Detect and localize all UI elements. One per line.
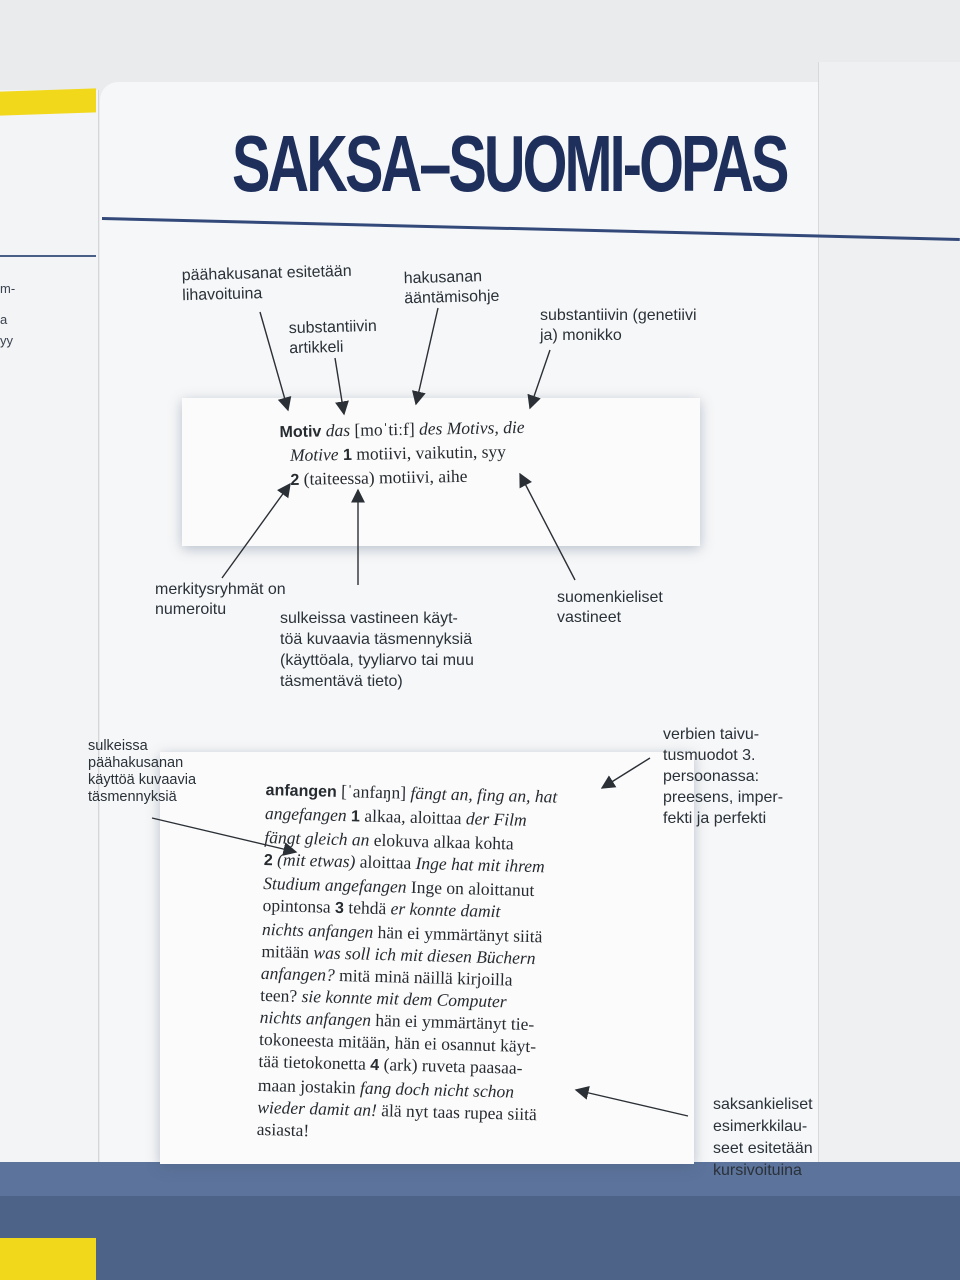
label-verb-forms: verbien taivu- tusmuodot 3. persoonassa: preesens, imper- fekti ja perfekti	[663, 726, 784, 827]
entry-text: 4	[370, 1056, 380, 1075]
entry-text: sie konnte mit dem Computer	[301, 986, 507, 1012]
entry-text: nichts anfangen	[259, 1006, 372, 1030]
label-numbered-groups: merkitysryhmät on numeroitu	[155, 581, 286, 618]
label-article: substantiivin artikkeli	[288, 317, 377, 358]
sense: (taiteessa) motiivi, aihe	[303, 465, 468, 489]
arrow-headword	[260, 312, 288, 410]
label-brackets-usage: sulkeissa vastineen käyt- töä kuvaavia täsmennyksiä (käyttöala, tyyliarvo tai muu täsmentävä tieto)	[280, 610, 474, 690]
entry-text: elokuva alkaa kohta	[373, 829, 514, 854]
entry-text: mitä minä näillä kirjoilla	[338, 964, 513, 990]
arrow-pronunciation	[416, 308, 438, 404]
entry-text: fang doch nicht schon	[359, 1077, 515, 1102]
label-german-examples: saksankieliset esimerkkilau- seet esitetään kursivoituina	[713, 1096, 813, 1179]
entry-text: hän ei ymmärtänyt tie-	[375, 1009, 535, 1035]
entry-text: anfangen?	[260, 962, 336, 985]
sense: motiivi, vaikutin, syy	[356, 441, 507, 464]
entry-text: er konnte damit	[390, 898, 501, 922]
entry-text: tokoneesta mitään, hän ei osannut käyt-	[258, 1028, 537, 1057]
entry-text: Inge on aloittanut	[410, 876, 535, 901]
left-fragment: a	[0, 312, 8, 327]
entry-text: nichts anfangen	[261, 918, 374, 942]
arrow-german-examples	[576, 1090, 688, 1116]
label-pronunciation: hakusanan ääntämisohje	[403, 268, 500, 308]
entry-text: opintonsa	[262, 894, 331, 917]
arrow-genitive	[530, 350, 550, 408]
genitive: des Motivs, die	[418, 416, 525, 439]
arrow-verb-forms	[602, 758, 650, 788]
entry-text: fängt an, fing an, hat	[410, 782, 558, 807]
entry-text: wieder damit an!	[257, 1096, 378, 1121]
entry-text: aloittaa	[359, 851, 412, 873]
entry-text: hän ei ymmärtänyt siitä	[377, 921, 543, 947]
entry-text: [ˈanfaŋn]	[340, 780, 407, 803]
arrow-numbered	[222, 484, 290, 578]
entry-text: alkaa, aloittaa	[364, 805, 462, 829]
plural: Motive	[289, 444, 339, 465]
arrow-finnish	[520, 474, 575, 580]
pronunciation: [moˈtiːf]	[354, 418, 415, 440]
entry-text: was soll ich mit diesen Büchern	[313, 942, 536, 969]
label-genitive-plural: substantiivin (genetiivi ja) monikko	[540, 307, 697, 344]
page-title: SAKSA–SUOMI-OPAS	[232, 119, 787, 208]
arrow-brackets-headword	[152, 818, 296, 852]
entry-text: (mit etwas)	[276, 849, 356, 872]
entry-text: tää tietokonetta	[258, 1050, 367, 1074]
entry-text: asiasta!	[256, 1118, 310, 1141]
left-fragment: m-	[0, 281, 16, 296]
entry-text: Inge hat mit ihrem	[415, 852, 545, 877]
label-headword-bold: päähakusanat esitetään lihavoituina	[181, 262, 352, 305]
entry-text: angefangen	[264, 802, 347, 826]
entry-text: 2	[263, 851, 273, 870]
entry-text: Studium angefangen	[262, 872, 407, 897]
label-finnish-equivalents: suomenkieliset vastineet	[557, 589, 663, 626]
label-brackets-headword: sulkeissa päähakusanan käyttöä kuvaavia täsmennyksiä	[88, 738, 197, 805]
article: das	[325, 419, 351, 441]
entry-text: 1	[350, 808, 361, 826]
entry-text: (ark) ruveta paasaa-	[383, 1054, 523, 1078]
entry-text: teen?	[260, 984, 298, 1006]
entry-text: tehdä	[348, 897, 387, 919]
entry-text: mitään	[261, 940, 310, 963]
headword: Motiv	[279, 423, 322, 442]
left-fragment: yy	[0, 333, 13, 348]
headword: anfangen	[265, 781, 337, 801]
arrow-article	[335, 358, 344, 414]
entry-text: 3	[334, 899, 345, 918]
sense-number: 1	[342, 446, 353, 465]
entry-text: maan jostakin	[257, 1074, 356, 1098]
sense-number: 2	[290, 471, 300, 489]
entry-text: fängt gleich an	[264, 826, 370, 850]
entry-text: der Film	[465, 808, 527, 830]
entry-text: älä nyt taas rupea siitä	[381, 1100, 538, 1125]
